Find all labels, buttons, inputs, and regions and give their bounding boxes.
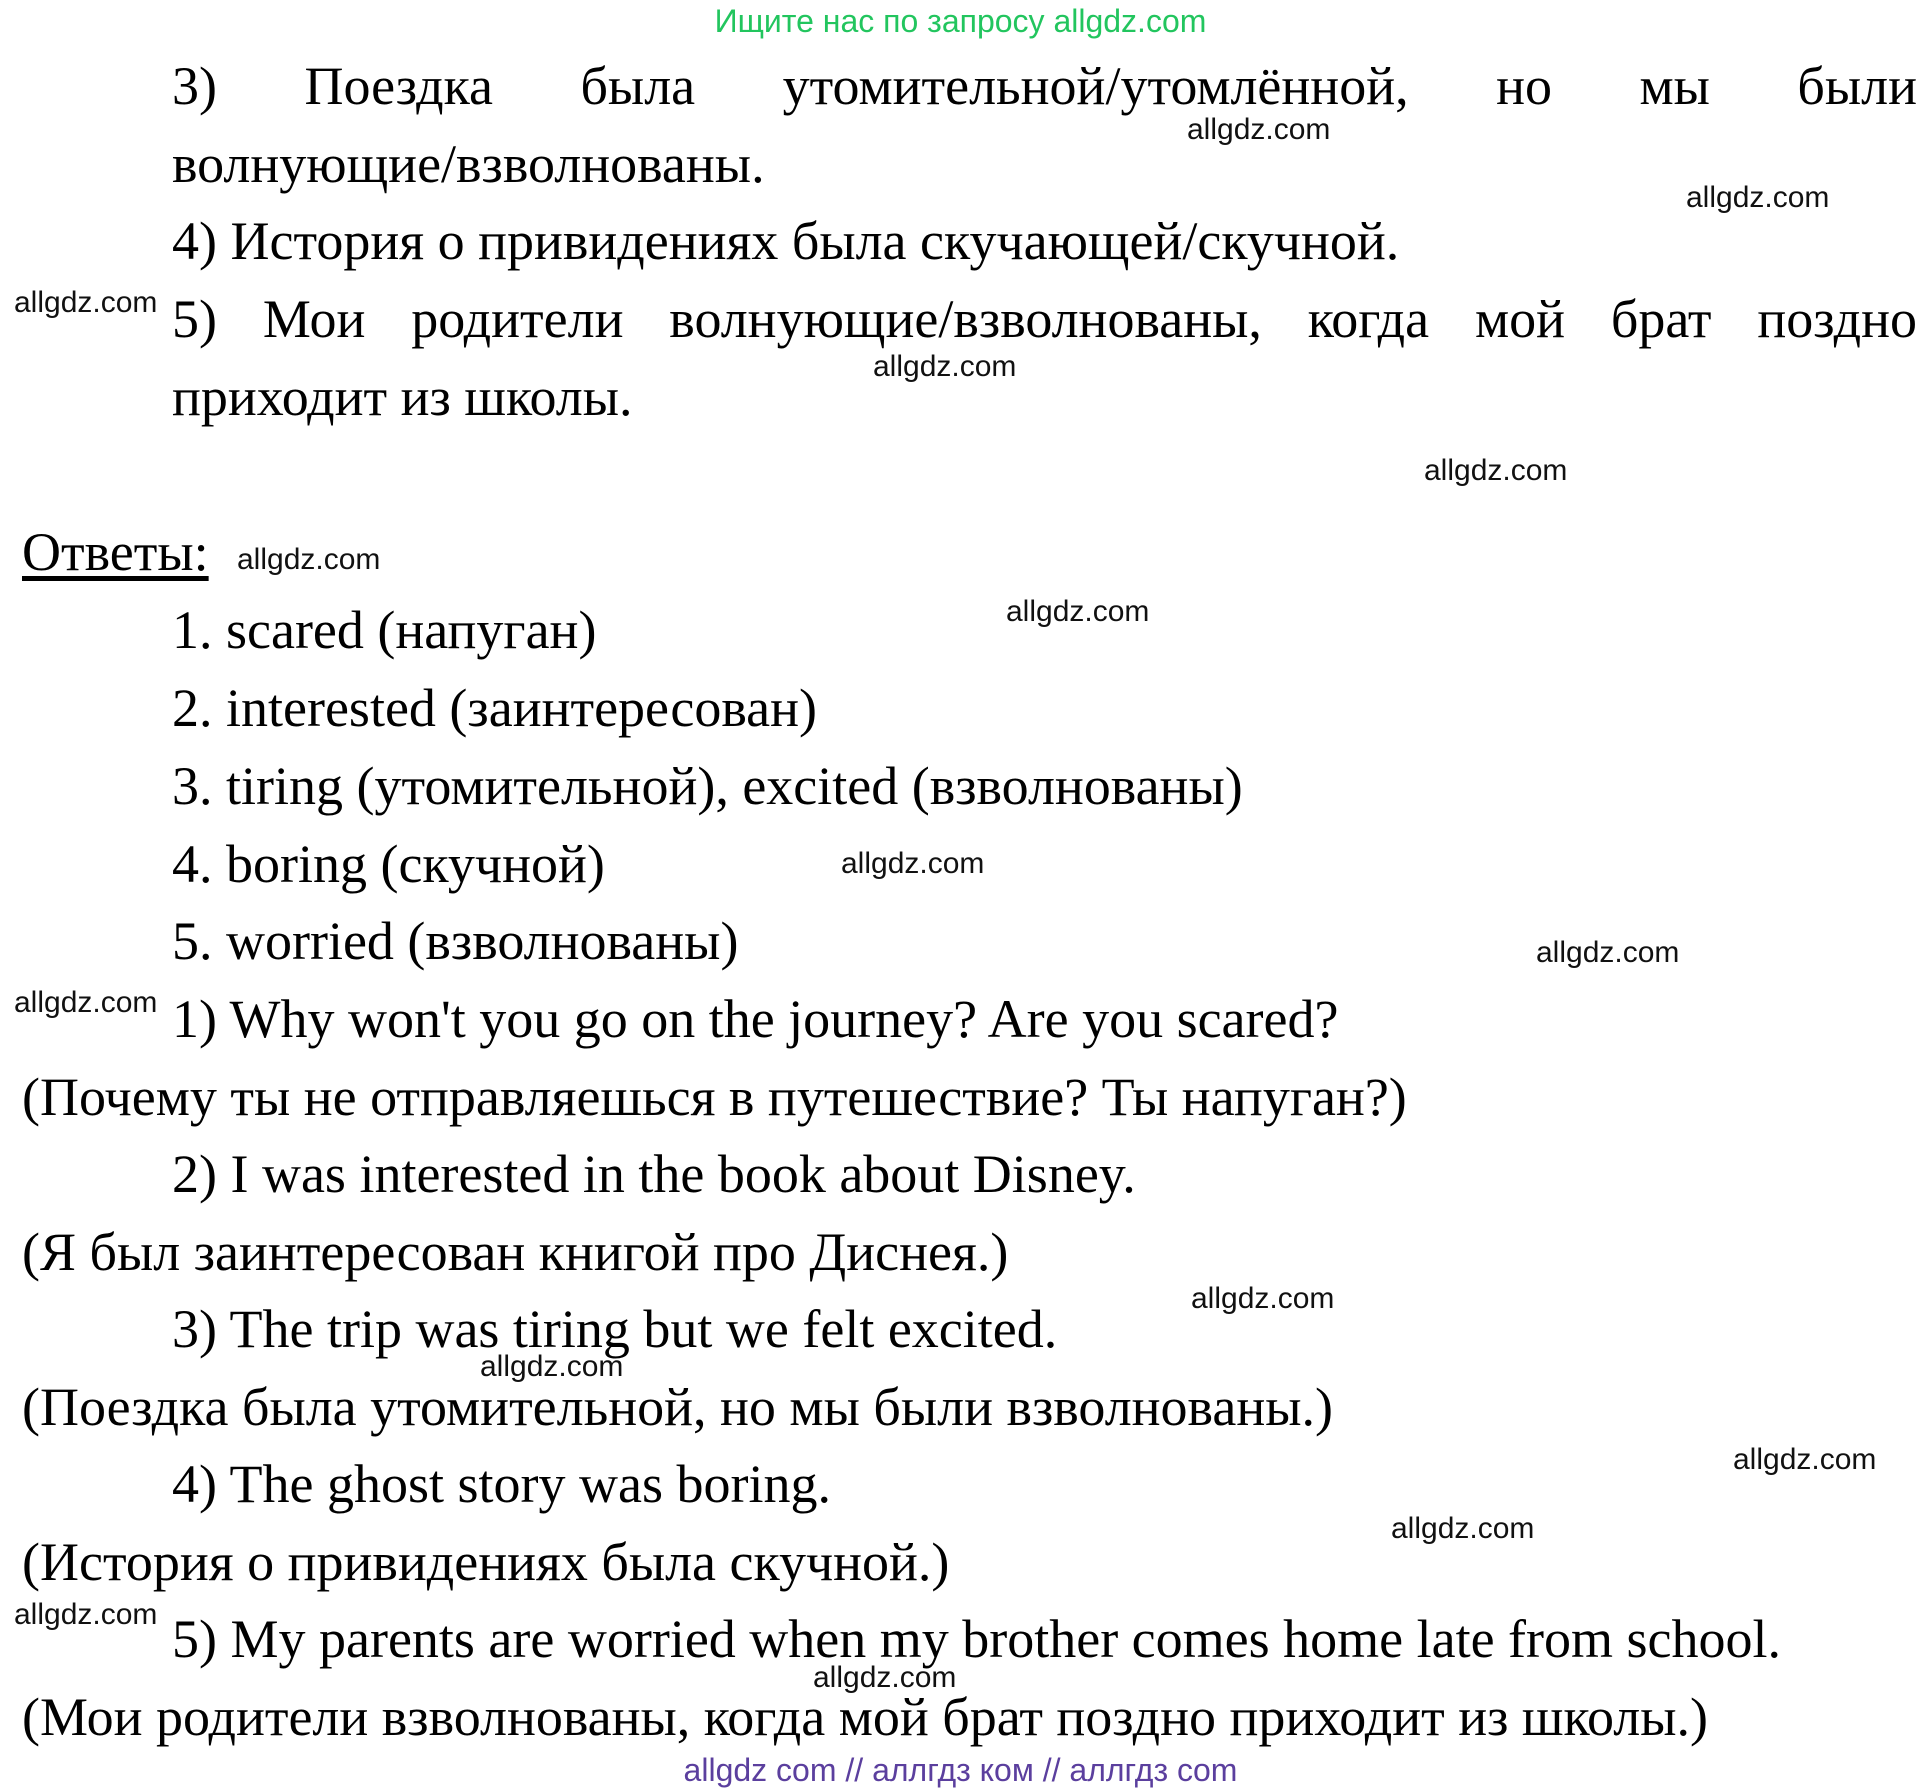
watermark: allgdz.com — [1006, 595, 1150, 628]
watermark: allgdz.com — [1536, 936, 1680, 969]
watermark: allgdz.com — [14, 986, 158, 1019]
answer-item-2: 2. interested (заинтересован) — [172, 678, 817, 738]
footer-links: allgdz com // аллгдз ком // аллгдз com — [683, 1752, 1238, 1788]
answer-item-3: 3. tiring (утомительной), excited (взволнованы) — [172, 756, 1243, 816]
watermark: allgdz.com — [14, 1598, 158, 1631]
sentence-2-ru: (Я был заинтересован книгой про Диснея.) — [22, 1222, 1009, 1282]
watermark: allgdz.com — [1187, 113, 1331, 146]
watermark: allgdz.com — [873, 350, 1017, 383]
watermark: allgdz.com — [237, 543, 381, 576]
sentence-2-en: 2) I was interested in the book about Disney. — [172, 1144, 1136, 1204]
exercise-line-5-cont: приходит из школы. — [172, 367, 633, 427]
exercise-line-4: 4) История о привидениях была скучающей/скучной. — [172, 211, 1400, 271]
watermark: allgdz.com — [813, 1661, 957, 1694]
sentence-1-en: 1) Why won't you go on the journey? Are you scared? — [172, 989, 1339, 1049]
answer-item-5: 5. worried (взволнованы) — [172, 911, 739, 971]
answer-item-1: 1. scared (напуган) — [172, 600, 597, 660]
exercise-line-3-cont: волнующие/взволнованы. — [172, 134, 765, 194]
sentence-4-en: 4) The ghost story was boring. — [172, 1454, 831, 1514]
watermark: allgdz.com — [1686, 181, 1830, 214]
sentence-5-en: 5) My parents are worried when my brother comes home late from school. — [172, 1609, 1782, 1669]
sentence-1-ru: (Почему ты не отправляешься в путешествие? Ты напуган?) — [22, 1067, 1407, 1127]
watermark: allgdz.com — [841, 847, 985, 880]
watermark: allgdz.com — [1424, 454, 1568, 487]
answer-item-4: 4. boring (скучной) — [172, 834, 605, 894]
watermark: allgdz.com — [480, 1350, 624, 1383]
watermark: allgdz.com — [1191, 1282, 1335, 1315]
watermark: allgdz.com — [1391, 1512, 1535, 1545]
search-banner: Ищите нас по запросу allgdz.com — [714, 3, 1207, 39]
sentence-4-ru: (История о привидениях была скучной.) — [22, 1532, 950, 1592]
answers-heading: Ответы: — [22, 522, 209, 582]
exercise-line-3: 3) Поездка была утомительной/утомлённой, но мы были — [172, 56, 1917, 116]
watermark: allgdz.com — [14, 286, 158, 319]
exercise-line-5: 5) Мои родители волнующие/взволнованы, когда мой брат поздно — [172, 289, 1917, 349]
sentence-3-ru: (Поездка была утомительной, но мы были взволнованы.) — [22, 1377, 1333, 1437]
sentence-5-ru: (Мои родители взволнованы, когда мой брат поздно приходит из школы.) — [22, 1687, 1708, 1747]
sentence-3-en: 3) The trip was tiring but we felt excited. — [172, 1299, 1058, 1359]
watermark: allgdz.com — [1733, 1443, 1877, 1476]
